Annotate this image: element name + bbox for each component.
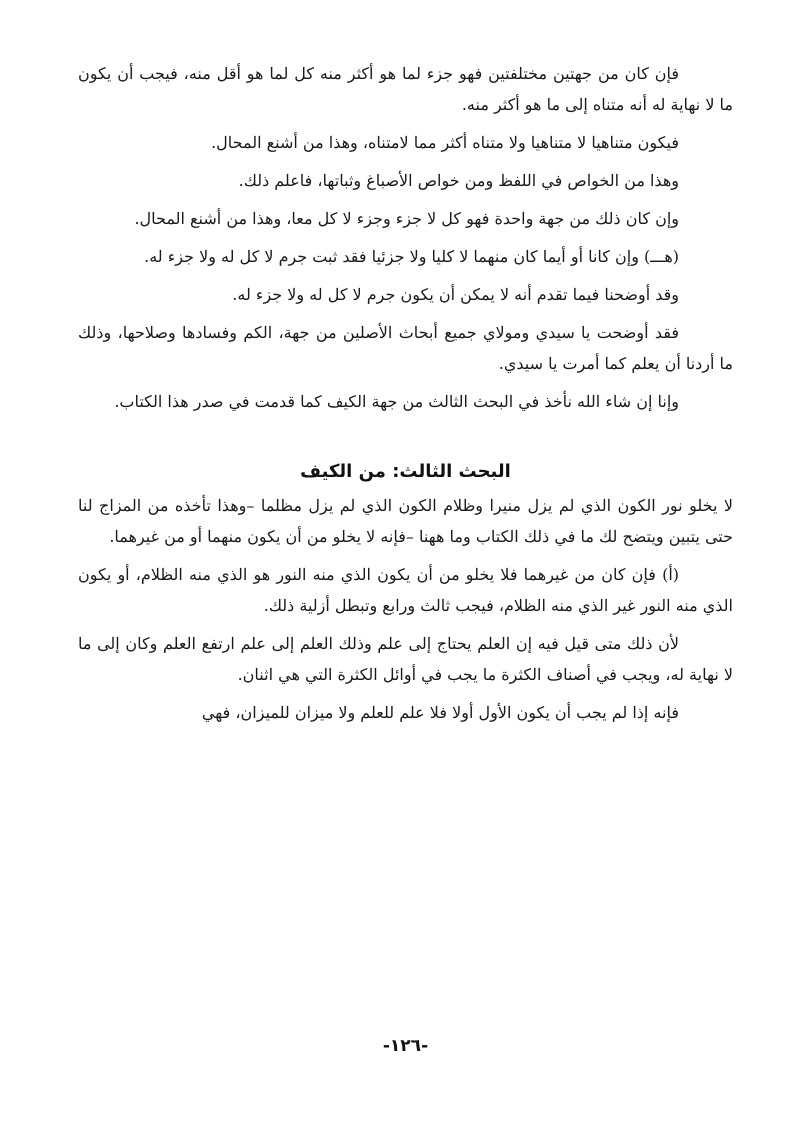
paragraph: فإنه إذا لم يجب أن يكون الأول أولا فلا علم للعلم ولا ميزان للميزان، فهي bbox=[201, 703, 679, 722]
paragraph: وإن كان ذلك من جهة واحدة فهو كل لا جزء وجزء لا كل معا، وهذا من أشنع المحال. bbox=[134, 209, 679, 228]
paragraph: وقد أوضحنا فيما تقدم أنه لا يمكن أن يكون جرم لا كل له ولا جزء له. bbox=[232, 285, 679, 304]
section-heading: البحث الثالث: من الكيف bbox=[300, 461, 511, 482]
section-spacer bbox=[78, 424, 733, 458]
paragraph: (هـــ) وإن كانا أو أيما كان منهما لا كليا ولا جزئيا فقد ثبت جرم لا كل له ولا جزء له. bbox=[144, 247, 679, 266]
paragraph: (أ) فإن كان من غيرهما فلا يخلو من أن يكون الذي منه النور هو الذي منه الظلام، أو يكون الذي منه النور غير الذي منه الظلام، فيجب ثالث ورابع وتبطل أزلية ذلك. bbox=[78, 565, 733, 615]
paragraph: فيكون متناهيا لا متناهيا ولا متناه أكثر مما لامتناه، وهذا من أشنع المحال. bbox=[211, 133, 679, 152]
paragraph: فقد أوضحت يا سيدي ومولاي جميع أبحاث الأصلين من جهة، الكم وفسادها وصلاحها، وذلك ما أردنا أن يعلم كما أمرت يا سيدي. bbox=[78, 323, 733, 373]
paragraph: فإن كان من جهتين مختلفتين فهو جزء لما هو أكثر منه كل لما هو أقل منه، فيجب أن يكون ما لا نهاية له أنه متناه إلى ما هو أكثر منه. bbox=[78, 64, 733, 114]
paragraph: لا يخلو نور الكون الذي لم يزل منيرا وظلام الكون الذي لم يزل مظلما –وهذا تأخذه من المزاج لنا حتى يتبين ويتضح لك ما في ذلك الكتاب وما ههنا –فإنه لا يخلو من أن يكون منهما أو من غيرهما. bbox=[78, 496, 734, 546]
page-body bbox=[78, 58, 733, 735]
paragraph: وهذا من الخواص في اللفظ ومن خواص الأصباغ وثباتها، فاعلم ذلك. bbox=[238, 171, 679, 190]
paragraph: لأن ذلك متى قيل فيه إن العلم يحتاج إلى علم وذلك العلم إلى علم ارتفع العلم وكان إلى ما لا نهاية له، ويجب في أصناف الكثرة ما يجب في أوائل الكثرة التي هي اثنان. bbox=[78, 634, 733, 684]
page-number: -١٢٦- bbox=[382, 1036, 429, 1056]
paragraph: وإنا إن شاء الله نأخذ في البحث الثالث من جهة الكيف كما قدمت في صدر هذا الكتاب. bbox=[114, 392, 679, 411]
